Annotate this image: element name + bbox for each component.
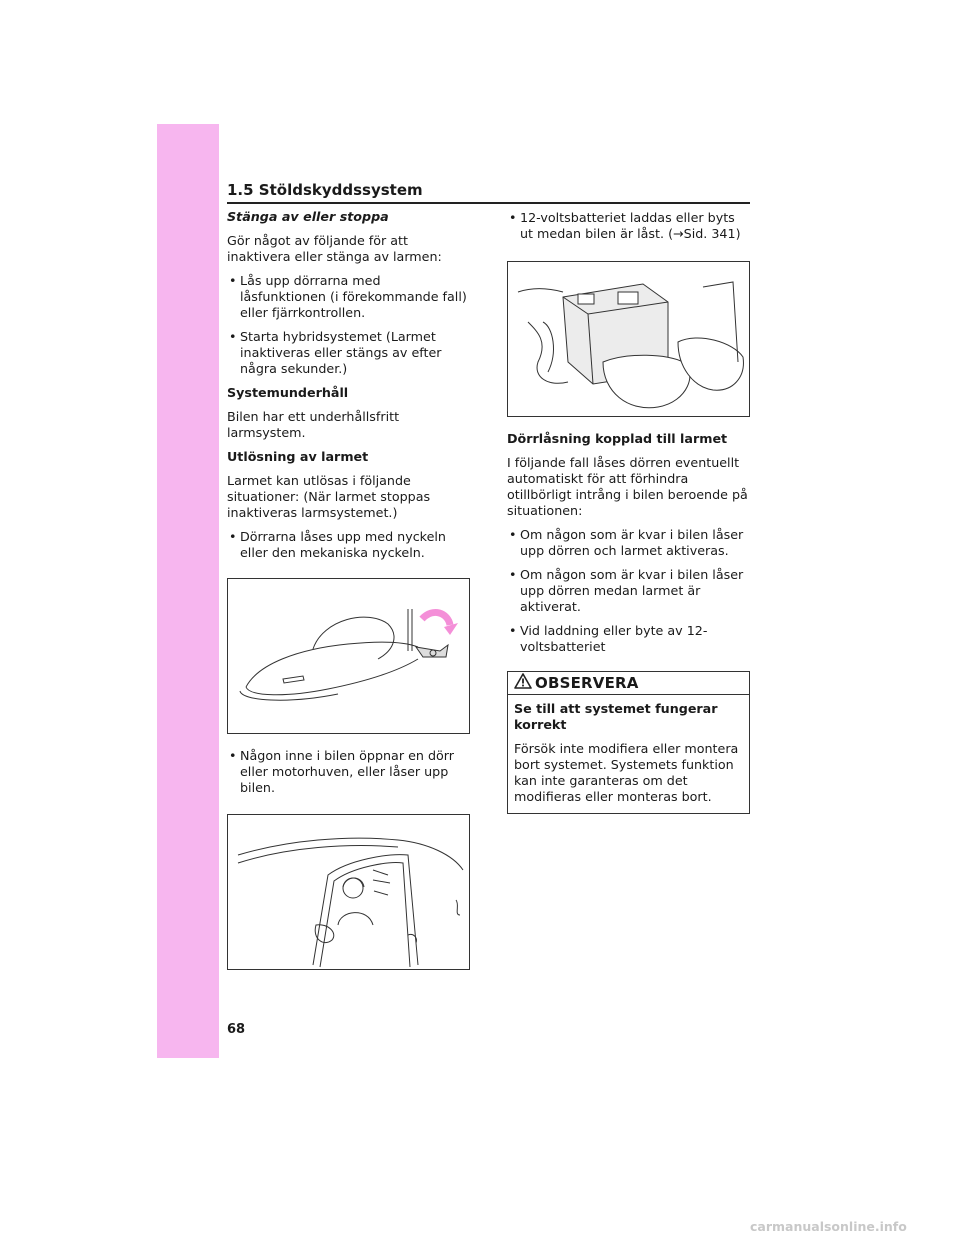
bullet-charging: • Vid laddning eller byte av 12-voltsbatteriet	[507, 623, 750, 655]
paragraph-maintenance: Bilen har ett underhållsfritt larmsystem.	[227, 409, 400, 440]
section-header	[227, 180, 750, 204]
heading-maintenance: Systemunderhåll	[227, 385, 349, 400]
warning-icon	[514, 673, 532, 693]
caution-box	[507, 671, 750, 814]
caution-body	[508, 695, 749, 813]
heading-trigger: Utlösning av larmet	[227, 449, 369, 464]
paragraph-trigger: Larmet kan utlösas i följande situationer: (När larmet stoppas inaktiveras larmsystemet.)	[227, 473, 431, 520]
person-in-car-illustration	[227, 814, 470, 970]
bullet-start-hybrid: • Starta hybridsystemet (Larmet inaktiveras eller stängs av efter några sekunder.)	[227, 329, 470, 377]
bullet-unlock-active: • Om någon som är kvar i bilen låser upp dörren medan larmet är aktiverat.	[507, 567, 750, 615]
bullet-unlock: • Lås upp dörrarna med låsfunktionen (i förekommande fall) eller fjärrkontrollen.	[227, 273, 470, 321]
bullet-battery: • 12-voltsbatteriet laddas eller byts ut medan bilen är låst. (→Sid. 341)	[507, 210, 750, 242]
bullet-door-open: • Någon inne i bilen öppnar en dörr eller motorhuven, eller låser upp bilen.	[227, 748, 470, 796]
caution-text: Försök inte modifiera eller montera bort systemet. Systemets funktion kan inte garanteras om det modifieras eller monteras bort.	[514, 741, 739, 804]
door-handle-key-illustration	[227, 578, 470, 734]
section-title: 1.5 Stöldskyddssystem	[227, 181, 423, 199]
bullet-key-unlock: • Dörrarna låses upp med nyckeln eller den mekaniska nyckeln.	[227, 529, 470, 561]
page-number: 68	[227, 1022, 246, 1037]
heading-stop-alarm: Stänga av eller stoppa	[227, 209, 389, 224]
header-divider	[227, 202, 750, 204]
right-column	[507, 210, 750, 814]
left-column	[227, 209, 470, 970]
watermark: carmanualsonline.info	[750, 1219, 907, 1234]
caution-subtitle: Se till att systemet fungerar korrekt	[514, 701, 718, 732]
bullet-unlock-activate: • Om någon som är kvar i bilen låser upp dörren och larmet aktiveras.	[507, 527, 750, 559]
paragraph-door-lock: I följande fall låses dörren eventuellt automatiskt för att förhindra otillbörligt intrång i bilen beroende på situationen:	[507, 455, 748, 518]
caution-title: OBSERVERA	[535, 674, 639, 692]
battery-illustration	[507, 261, 750, 417]
heading-door-lock: Dörrlåsning kopplad till larmet	[507, 431, 728, 446]
caution-header	[508, 672, 749, 695]
pink-sidebar-tab	[157, 124, 219, 1058]
paragraph-stop-intro: Gör något av följande för att inaktivera eller stänga av larmen:	[227, 233, 442, 264]
